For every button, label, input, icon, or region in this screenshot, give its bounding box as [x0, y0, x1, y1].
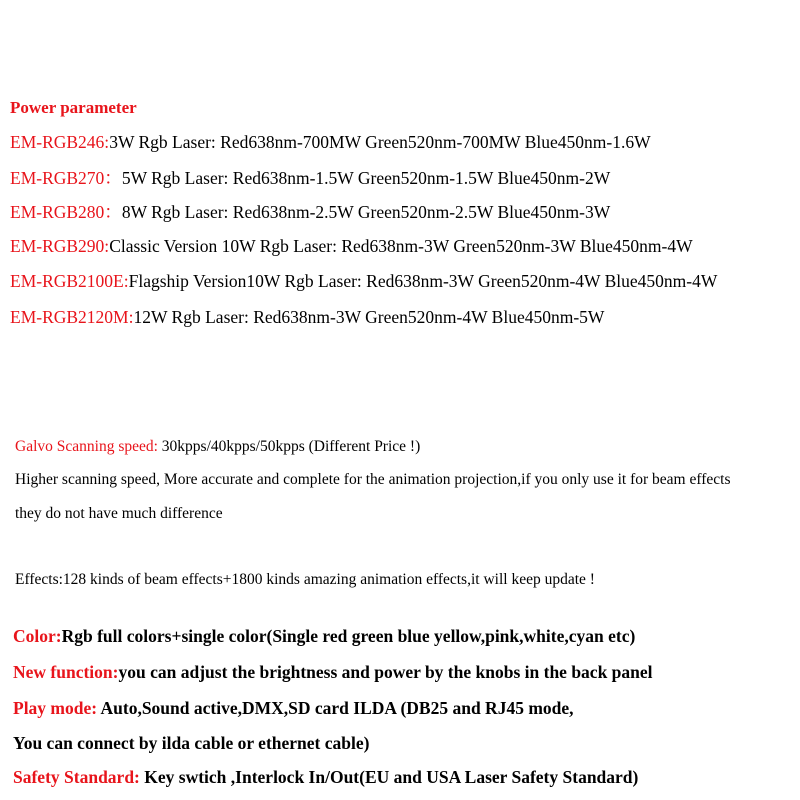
play-mode-feature: [13, 700, 574, 718]
color-text: Rgb full colors+single color(Single red green blue yellow,pink,white,cyan etc): [61, 626, 636, 646]
galvo-speed-value: 30kpps/40kpps/50kpps (Different Price !): [161, 438, 421, 455]
safety-standard-text: Key swtich ,Interlock In/Out(EU and USA Laser Safety Standard): [144, 767, 639, 787]
effects-line: Effects:128 kinds of beam effects+1800 kinds amazing animation effects,it will keep update !: [15, 571, 595, 588]
model-row-rgb2100e: [10, 273, 717, 291]
model-name: EM-RGB2100E:: [10, 271, 129, 291]
safety-standard-feature: [13, 769, 638, 787]
model-row-rgb280: [10, 204, 610, 222]
play-mode-label: Play mode:: [13, 698, 101, 718]
model-name: EM-RGB2120M:: [10, 307, 134, 327]
color-feature: [13, 628, 635, 646]
color-label: Color:: [13, 626, 62, 646]
galvo-note-line-1: Higher scanning speed, More accurate and complete for the animation projection,if you only use it for beam effects: [15, 471, 731, 488]
model-name: EM-RGB290:: [10, 236, 110, 256]
model-spec: 3W Rgb Laser: Red638nm-700MW Green520nm-700MW Blue450nm-1.6W: [109, 132, 651, 152]
galvo-note-line-2: they do not have much difference: [15, 505, 223, 522]
model-name: EM-RGB246:: [10, 132, 110, 152]
safety-standard-label: Safety Standard:: [13, 767, 145, 787]
galvo-speed-label: Galvo Scanning speed:: [15, 438, 162, 455]
model-spec: 5W Rgb Laser: Red638nm-1.5W Green520nm-1.5W Blue450nm-2W: [121, 168, 611, 188]
new-function-text: you can adjust the brightness and power by the knobs in the back panel: [118, 662, 653, 682]
model-spec: 8W Rgb Laser: Red638nm-2.5W Green520nm-2.5W Blue450nm-3W: [121, 202, 611, 222]
new-function-label: New function:: [13, 662, 119, 682]
model-row-rgb2120m: [10, 309, 604, 327]
power-parameter-heading: Power parameter: [10, 98, 137, 117]
model-name: EM-RGB270：: [10, 168, 122, 188]
model-row-rgb270: [10, 170, 610, 188]
model-spec: Classic Version 10W Rgb Laser: Red638nm-3W Green520nm-3W Blue450nm-4W: [109, 236, 693, 256]
model-name: EM-RGB280：: [10, 202, 122, 222]
model-row-rgb246: [10, 134, 651, 152]
model-spec: 12W Rgb Laser: Red638nm-3W Green520nm-4W Blue450nm-5W: [133, 307, 605, 327]
model-row-rgb290: [10, 238, 693, 256]
play-mode-feature-line-2: You can connect by ilda cable or ethernet cable): [13, 733, 370, 753]
new-function-feature: [13, 664, 653, 682]
model-spec: Flagship Version10W Rgb Laser: Red638nm-3W Green520nm-4W Blue450nm-4W: [128, 271, 718, 291]
galvo-speed-line: [15, 439, 420, 455]
play-mode-text: Auto,Sound active,DMX,SD card ILDA (DB25 and RJ45 mode,: [100, 698, 574, 718]
